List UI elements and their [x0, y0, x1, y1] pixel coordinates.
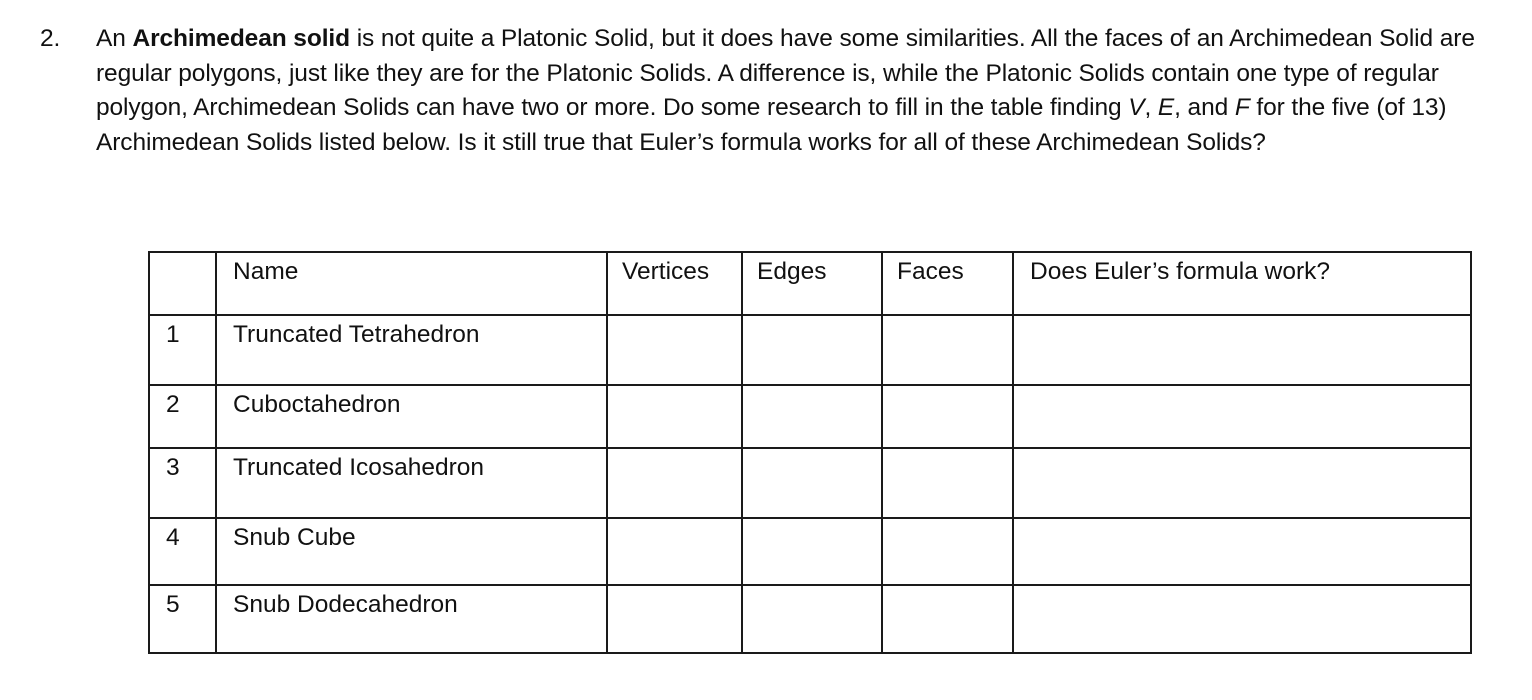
header-name: Name — [216, 252, 607, 315]
question-block — [40, 22, 1520, 160]
row-number: 4 — [149, 518, 216, 585]
faces-cell[interactable] — [882, 385, 1013, 448]
vertices-cell[interactable] — [607, 448, 742, 518]
edges-cell[interactable] — [742, 518, 882, 585]
question-text — [96, 22, 1520, 160]
header-faces: Faces — [882, 252, 1013, 315]
header-euler: Does Euler’s formula work? — [1013, 252, 1471, 315]
question-text-part: , and — [1174, 94, 1235, 121]
row-name: Cuboctahedron — [216, 385, 607, 448]
faces-cell[interactable] — [882, 448, 1013, 518]
vertices-cell[interactable] — [607, 585, 742, 653]
question-text-part: for the five (of 13) Archimedean Solids listed below. Is it still true that Euler’s formula works for all of these Archimedean Solids? — [96, 94, 1447, 156]
table-row — [149, 518, 1471, 585]
question-text-part: , — [1144, 94, 1158, 121]
edges-cell[interactable] — [742, 448, 882, 518]
question-text-part: An — [96, 25, 133, 52]
row-number: 5 — [149, 585, 216, 653]
euler-cell[interactable] — [1013, 518, 1471, 585]
euler-cell[interactable] — [1013, 448, 1471, 518]
row-number: 3 — [149, 448, 216, 518]
faces-cell[interactable] — [882, 315, 1013, 385]
row-number: 2 — [149, 385, 216, 448]
edges-cell[interactable] — [742, 585, 882, 653]
euler-cell[interactable] — [1013, 385, 1471, 448]
bold-term: Archimedean solid — [132, 25, 350, 52]
edges-cell[interactable] — [742, 385, 882, 448]
question-text-part: is not quite a Platonic Solid, but it does have some similarities. All the faces of an Archimedean Solid are regular polygons, just like they are for the Platonic Solids. A difference is, while the Platonic Solids contain one type of regular polygon, Archimedean Solids can have two or more. Do some research to fill in the table finding — [96, 25, 1475, 121]
euler-cell[interactable] — [1013, 585, 1471, 653]
header-edges: Edges — [742, 252, 882, 315]
row-name: Snub Cube — [216, 518, 607, 585]
euler-cell[interactable] — [1013, 315, 1471, 385]
archimedean-solids-table — [148, 251, 1472, 654]
question-number: 2. — [40, 25, 61, 52]
row-number: 1 — [149, 315, 216, 385]
table-row — [149, 385, 1471, 448]
header-number — [149, 252, 216, 315]
variable-e: E — [1157, 94, 1175, 121]
variable-f: F — [1234, 94, 1250, 121]
table-header-row — [149, 252, 1471, 315]
table-row — [149, 585, 1471, 653]
table-row — [149, 448, 1471, 518]
row-name: Truncated Tetrahedron — [216, 315, 607, 385]
edges-cell[interactable] — [742, 315, 882, 385]
faces-cell[interactable] — [882, 585, 1013, 653]
vertices-cell[interactable] — [607, 385, 742, 448]
vertices-cell[interactable] — [607, 315, 742, 385]
variable-v: V — [1128, 94, 1145, 121]
row-name: Snub Dodecahedron — [216, 585, 607, 653]
row-name: Truncated Icosahedron — [216, 448, 607, 518]
table-row — [149, 315, 1471, 385]
vertices-cell[interactable] — [607, 518, 742, 585]
faces-cell[interactable] — [882, 518, 1013, 585]
header-vertices: Vertices — [607, 252, 742, 315]
